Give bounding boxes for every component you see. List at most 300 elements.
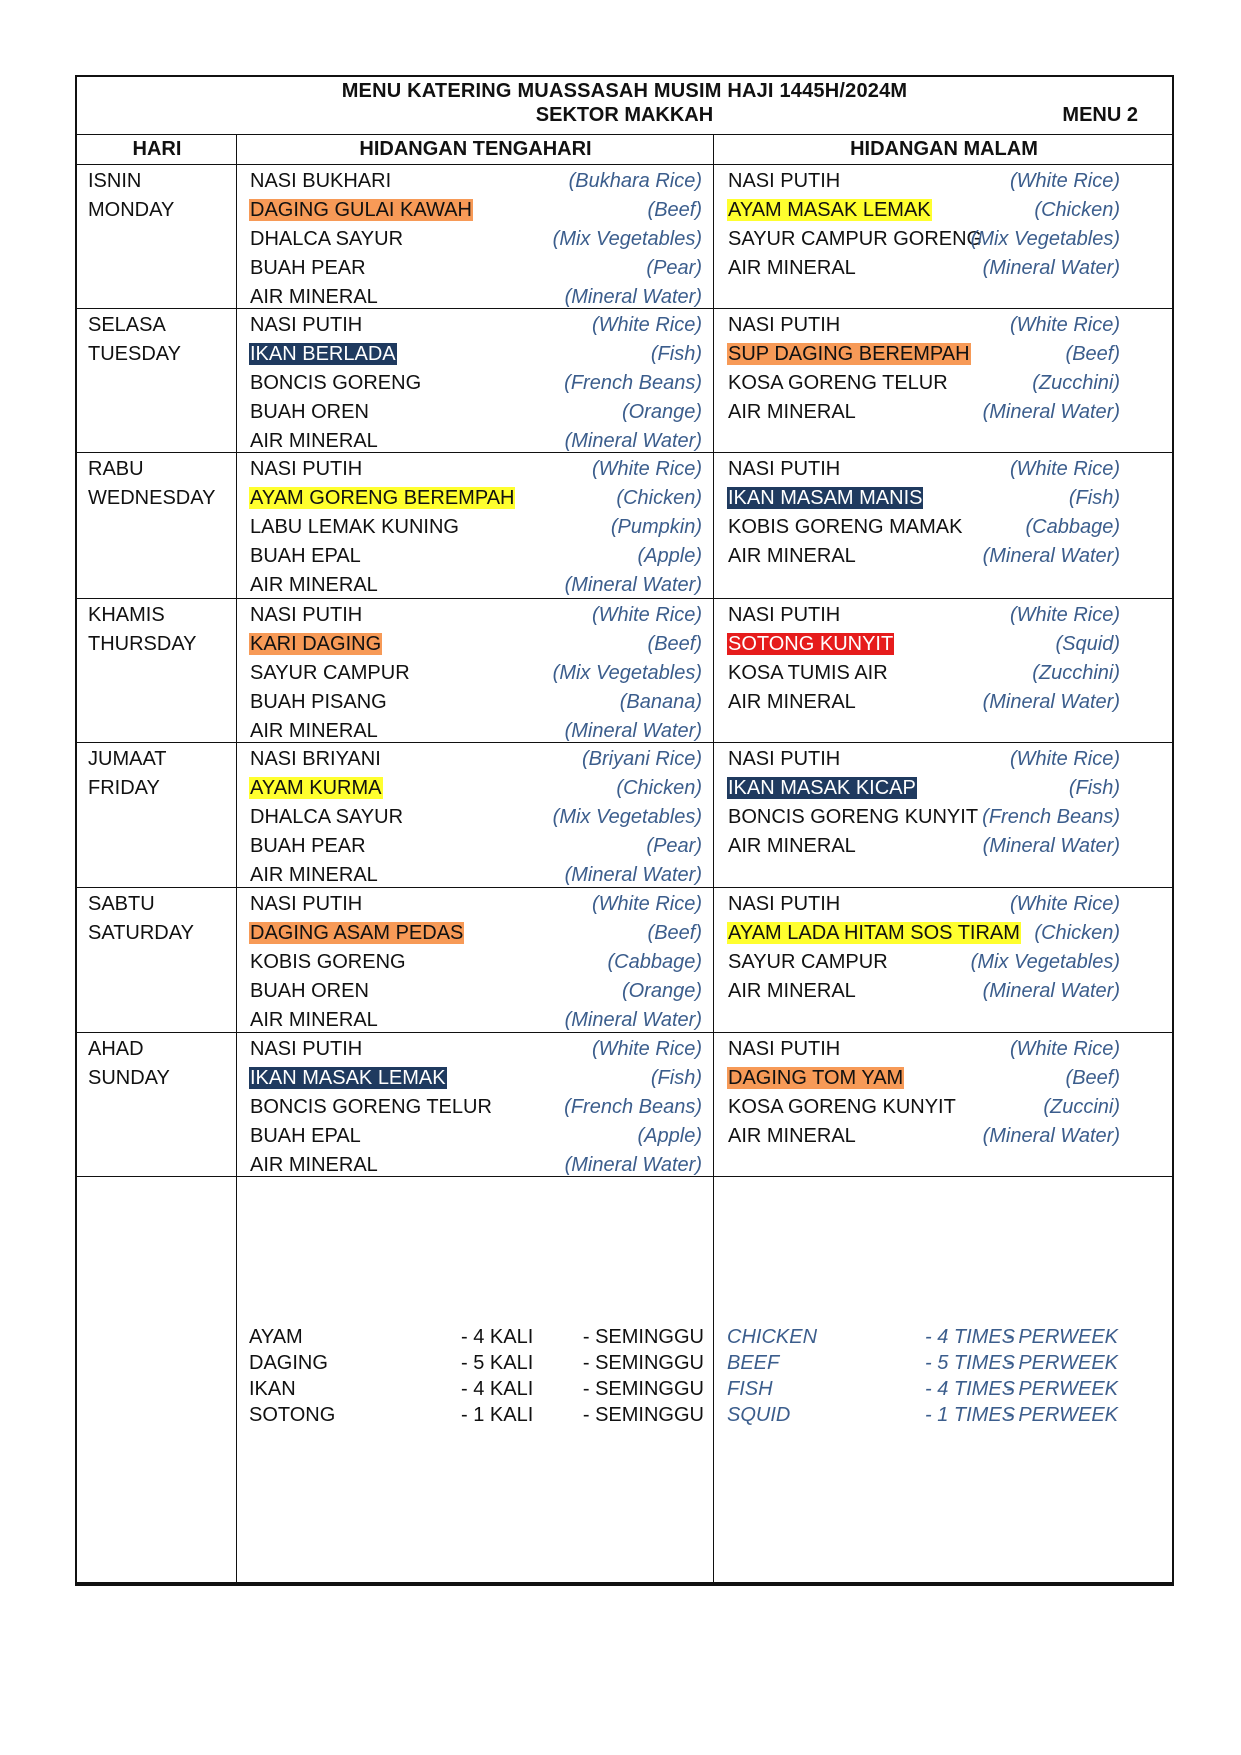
dish-english: (Chicken) bbox=[1034, 199, 1120, 221]
menu-item bbox=[727, 1064, 1120, 1093]
day-name-english: WEDNESDAY bbox=[88, 487, 216, 509]
dish-name-text: AIR MINERAL bbox=[250, 720, 378, 742]
day-name-malay: KHAMIS bbox=[88, 604, 165, 626]
dish-name bbox=[249, 832, 367, 861]
dish-name bbox=[249, 225, 404, 254]
dish-name-text: NASI PUTIH bbox=[728, 170, 841, 192]
dish-name bbox=[727, 254, 857, 283]
menu-item bbox=[727, 455, 1120, 484]
menu-item bbox=[727, 340, 1120, 369]
dish-english: (Beef) bbox=[1065, 343, 1120, 365]
dish-name bbox=[727, 484, 923, 513]
dish-english: (Briyani Rice) bbox=[581, 748, 702, 770]
dish-name bbox=[249, 659, 411, 688]
column-header-dinner: HIDANGAN MALAM bbox=[850, 138, 1038, 160]
dish-english: (Mix Vegetables) bbox=[970, 951, 1120, 973]
dish-english: (Beef) bbox=[647, 199, 702, 221]
menu-item bbox=[727, 1093, 1120, 1122]
dish-name-text: SAYUR CAMPUR GORENG bbox=[728, 228, 983, 250]
summary-item: CHICKEN bbox=[727, 1326, 818, 1348]
dish-name bbox=[249, 542, 362, 571]
dinner-menu-column bbox=[727, 890, 1120, 1006]
dish-name bbox=[727, 919, 1021, 948]
dish-name bbox=[249, 919, 464, 948]
dish-name-text: KOSA TUMIS AIR bbox=[728, 662, 888, 684]
summary-count: - 1 KALI bbox=[461, 1404, 534, 1426]
day-name bbox=[88, 890, 194, 948]
dish-name bbox=[249, 1006, 379, 1035]
dish-name bbox=[727, 803, 979, 832]
menu-item bbox=[727, 1122, 1120, 1151]
dish-name-text: SOTONG KUNYIT bbox=[728, 633, 894, 655]
dish-name-text: AIR MINERAL bbox=[250, 1154, 378, 1176]
summary-count: - 5 TIMES bbox=[925, 1352, 1016, 1374]
dish-name-text: BUAH EPAL bbox=[250, 1125, 361, 1147]
dish-name bbox=[249, 369, 422, 398]
dish-english: (Fish) bbox=[650, 1067, 702, 1089]
dish-name bbox=[727, 948, 889, 977]
dish-name-text: AIR MINERAL bbox=[250, 864, 378, 886]
dinner-menu-column bbox=[727, 745, 1120, 861]
dish-name-text: NASI BUKHARI bbox=[250, 170, 392, 192]
day-name-malay: AHAD bbox=[88, 1038, 144, 1060]
dish-english: (Squid) bbox=[1055, 633, 1120, 655]
dinner-menu-column bbox=[727, 601, 1120, 717]
summary-period: - SEMINGGU bbox=[582, 1378, 704, 1400]
menu-item bbox=[727, 977, 1120, 1006]
day-name bbox=[88, 167, 174, 225]
dish-english: (Beef) bbox=[1065, 1067, 1120, 1089]
dish-name bbox=[249, 803, 404, 832]
dish-name-text: NASI PUTIH bbox=[728, 893, 841, 915]
dish-english: (Fish) bbox=[1068, 487, 1120, 509]
menu-item bbox=[249, 688, 702, 717]
dish-name bbox=[249, 745, 382, 774]
dish-name-text: AYAM GORENG BEREMPAH bbox=[250, 487, 515, 509]
menu-item bbox=[249, 571, 702, 600]
title-block bbox=[77, 77, 1172, 135]
menu-item bbox=[727, 542, 1120, 571]
dish-name-text: NASI PUTIH bbox=[250, 458, 363, 480]
weekly-summary bbox=[77, 1296, 1172, 1584]
dish-name bbox=[249, 254, 367, 283]
dish-english: (White Rice) bbox=[1009, 458, 1120, 480]
menu-item bbox=[249, 513, 702, 542]
summary-count: - 4 KALI bbox=[461, 1378, 534, 1400]
dish-name bbox=[249, 977, 370, 1006]
dish-name-text: AYAM MASAK LEMAK bbox=[728, 199, 931, 221]
day-name-english: FRIDAY bbox=[88, 777, 160, 799]
summary-item: DAGING bbox=[249, 1352, 328, 1374]
menu-item bbox=[727, 919, 1120, 948]
dish-name-text: AIR MINERAL bbox=[250, 1009, 378, 1031]
menu-item bbox=[249, 427, 702, 456]
dish-name bbox=[727, 369, 949, 398]
dish-english: (Zucchini) bbox=[1032, 662, 1120, 684]
menu-item bbox=[727, 688, 1120, 717]
menu-item bbox=[727, 601, 1120, 630]
dish-name-text: KOSA GORENG KUNYIT bbox=[728, 1096, 956, 1118]
day-row bbox=[77, 309, 1172, 453]
lunch-menu-column bbox=[249, 167, 702, 312]
dish-name-text: AIR MINERAL bbox=[728, 1125, 856, 1147]
dish-name bbox=[249, 427, 379, 456]
dish-english: (White Rice) bbox=[591, 458, 702, 480]
menu-item bbox=[249, 745, 702, 774]
summary-row-english bbox=[727, 1401, 1122, 1430]
lunch-menu-column bbox=[249, 1035, 702, 1180]
dish-english: (White Rice) bbox=[591, 314, 702, 336]
dish-name bbox=[249, 340, 397, 369]
lunch-menu-column bbox=[249, 455, 702, 600]
menu-item bbox=[249, 311, 702, 340]
dish-english: (White Rice) bbox=[591, 604, 702, 626]
menu-item bbox=[249, 601, 702, 630]
lunch-menu-column bbox=[249, 311, 702, 456]
day-name bbox=[88, 1035, 170, 1093]
dish-english: (Pear) bbox=[646, 835, 702, 857]
summary-item: FISH bbox=[727, 1378, 773, 1400]
dish-english: (Pumpkin) bbox=[610, 516, 702, 538]
dish-english: (Zucchini) bbox=[1032, 372, 1120, 394]
dish-name-text: BONCIS GORENG bbox=[250, 372, 422, 394]
dish-english: (Apple) bbox=[637, 545, 702, 567]
dish-name bbox=[249, 774, 383, 803]
menu-item bbox=[249, 1064, 702, 1093]
document-title: MENU KATERING MUASSASAH MUSIM HAJI 1445H/2024M bbox=[341, 80, 908, 102]
dish-english: (White Rice) bbox=[591, 1038, 702, 1060]
dish-english: (French Beans) bbox=[982, 806, 1120, 828]
summary-count: - 5 KALI bbox=[461, 1352, 534, 1374]
dish-name-text: DAGING TOM YAM bbox=[728, 1067, 904, 1089]
summary-period: - SEMINGGU bbox=[582, 1326, 704, 1348]
menu-item bbox=[249, 890, 702, 919]
dinner-menu-column bbox=[727, 167, 1120, 283]
dish-english: (Mineral Water) bbox=[564, 1009, 702, 1031]
day-name-english: SATURDAY bbox=[88, 922, 194, 944]
menu-item bbox=[249, 484, 702, 513]
dish-english: (Mix Vegetables) bbox=[970, 228, 1120, 250]
summary-period: - PERWEEK bbox=[1006, 1352, 1118, 1374]
dish-name-text: DAGING GULAI KAWAH bbox=[250, 199, 472, 221]
dish-name-text: KOBIS GORENG MAMAK bbox=[728, 516, 963, 538]
day-name-malay: SABTU bbox=[88, 893, 155, 915]
dish-name-text: NASI PUTIH bbox=[728, 458, 841, 480]
dish-name bbox=[727, 340, 971, 369]
dish-name-text: BUAH PISANG bbox=[250, 691, 387, 713]
menu-item bbox=[249, 948, 702, 977]
dish-english: (Mineral Water) bbox=[564, 430, 702, 452]
dish-name bbox=[727, 1035, 841, 1064]
dish-name-text: BUAH EPAL bbox=[250, 545, 361, 567]
dish-english: (Apple) bbox=[637, 1125, 702, 1147]
menu-item bbox=[249, 659, 702, 688]
menu-item bbox=[727, 803, 1120, 832]
summary-count: - 4 TIMES bbox=[925, 1378, 1016, 1400]
dish-name-text: BONCIS GORENG TELUR bbox=[250, 1096, 492, 1118]
menu-item bbox=[249, 832, 702, 861]
menu-item bbox=[249, 630, 702, 659]
menu-item bbox=[249, 340, 702, 369]
dish-english: (Orange) bbox=[621, 401, 702, 423]
dish-english: (Chicken) bbox=[616, 487, 702, 509]
summary-item: BEEF bbox=[727, 1352, 780, 1374]
dish-english: (White Rice) bbox=[1009, 893, 1120, 915]
dish-name bbox=[727, 225, 983, 254]
menu-item bbox=[249, 1006, 702, 1035]
dish-name bbox=[727, 688, 857, 717]
dish-name-text: IKAN BERLADA bbox=[250, 343, 396, 365]
dish-name bbox=[727, 1093, 957, 1122]
dish-name-text: BUAH PEAR bbox=[250, 257, 366, 279]
dish-name bbox=[249, 398, 370, 427]
dish-english: (Mineral Water) bbox=[564, 574, 702, 596]
dish-name bbox=[249, 196, 473, 225]
summary-item: IKAN bbox=[249, 1378, 296, 1400]
dish-english: (Cabbage) bbox=[1025, 516, 1120, 538]
menu-item bbox=[727, 369, 1120, 398]
summary-item: SOTONG bbox=[249, 1404, 336, 1426]
day-row bbox=[77, 453, 1172, 599]
dish-name bbox=[249, 890, 363, 919]
dish-name-text: AIR MINERAL bbox=[728, 545, 856, 567]
dish-name-text: LABU LEMAK KUNING bbox=[250, 516, 459, 538]
dish-name-text: NASI PUTIH bbox=[728, 1038, 841, 1060]
day-name-malay: ISNIN bbox=[88, 170, 142, 192]
dish-name bbox=[249, 311, 363, 340]
dish-english: (Mineral Water) bbox=[564, 1154, 702, 1176]
menu-item bbox=[249, 225, 702, 254]
menu-item bbox=[249, 1093, 702, 1122]
dish-english: (Zuccini) bbox=[1043, 1096, 1120, 1118]
summary-item: AYAM bbox=[249, 1326, 303, 1348]
dish-name-text: DHALCA SAYUR bbox=[250, 806, 404, 828]
dish-name bbox=[727, 513, 963, 542]
dish-name-text: NASI PUTIH bbox=[250, 1038, 363, 1060]
menu-item bbox=[727, 513, 1120, 542]
dish-english: (White Rice) bbox=[1009, 1038, 1120, 1060]
dish-english: (Mineral Water) bbox=[564, 286, 702, 308]
lunch-menu-column bbox=[249, 745, 702, 890]
menu-item bbox=[249, 919, 702, 948]
menu-item bbox=[727, 254, 1120, 283]
day-name-malay: SELASA bbox=[88, 314, 166, 336]
dish-english: (Mineral Water) bbox=[982, 691, 1120, 713]
day-name-english: THURSDAY bbox=[88, 633, 197, 655]
column-header-row bbox=[77, 134, 1172, 165]
summary-count: - 4 TIMES bbox=[925, 1326, 1016, 1348]
menu-table bbox=[75, 75, 1174, 1586]
dish-name bbox=[249, 571, 379, 600]
menu-item bbox=[727, 745, 1120, 774]
dish-name bbox=[249, 1035, 363, 1064]
menu-item bbox=[727, 311, 1120, 340]
summary-count: - 4 KALI bbox=[461, 1326, 534, 1348]
dish-name bbox=[249, 688, 388, 717]
day-name-english: MONDAY bbox=[88, 199, 175, 221]
dish-name bbox=[727, 977, 857, 1006]
dinner-menu-column bbox=[727, 1035, 1120, 1151]
dish-name-text: AYAM LADA HITAM SOS TIRAM bbox=[728, 922, 1020, 944]
dish-name-text: BONCIS GORENG KUNYIT bbox=[728, 806, 979, 828]
dish-name-text: IKAN MASAK KICAP bbox=[728, 777, 916, 799]
day-row bbox=[77, 1033, 1172, 1177]
dish-name bbox=[727, 196, 932, 225]
menu-item bbox=[727, 948, 1120, 977]
dish-name bbox=[249, 1064, 447, 1093]
menu-item bbox=[727, 890, 1120, 919]
dish-name-text: AIR MINERAL bbox=[250, 574, 378, 596]
menu-item bbox=[727, 167, 1120, 196]
day-name bbox=[88, 745, 167, 803]
menu-item bbox=[249, 861, 702, 890]
menu-number: MENU 2 bbox=[1062, 104, 1138, 126]
dish-name bbox=[249, 601, 363, 630]
menu-item bbox=[727, 225, 1120, 254]
day-name-english: TUESDAY bbox=[88, 343, 181, 365]
dish-name bbox=[727, 659, 889, 688]
menu-item bbox=[249, 803, 702, 832]
summary-period: - SEMINGGU bbox=[582, 1352, 704, 1374]
menu-item bbox=[249, 254, 702, 283]
dish-name bbox=[249, 167, 392, 196]
dish-name bbox=[249, 717, 379, 746]
dish-name-text: AIR MINERAL bbox=[728, 691, 856, 713]
summary-count: - 1 TIMES bbox=[925, 1404, 1016, 1426]
day-row bbox=[77, 165, 1172, 309]
dish-name-text: KARI DAGING bbox=[250, 633, 382, 655]
dish-english: (Orange) bbox=[621, 980, 702, 1002]
dish-english: (Mineral Water) bbox=[982, 1125, 1120, 1147]
lunch-menu-column bbox=[249, 601, 702, 746]
dish-name-text: IKAN MASAK LEMAK bbox=[250, 1067, 446, 1089]
dish-english: (Mineral Water) bbox=[564, 720, 702, 742]
menu-item bbox=[727, 630, 1120, 659]
summary-row-malay bbox=[249, 1323, 704, 1352]
dish-name bbox=[727, 745, 841, 774]
summary-period: - PERWEEK bbox=[1006, 1378, 1118, 1400]
dish-english: (Cabbage) bbox=[607, 951, 702, 973]
dish-name bbox=[727, 311, 841, 340]
dish-name-text: AIR MINERAL bbox=[728, 257, 856, 279]
menu-item bbox=[249, 1035, 702, 1064]
dish-english: (Beef) bbox=[647, 922, 702, 944]
menu-item bbox=[727, 398, 1120, 427]
dish-name-text: KOSA GORENG TELUR bbox=[728, 372, 948, 394]
day-name bbox=[88, 455, 215, 513]
menu-item bbox=[727, 196, 1120, 225]
dish-name-text: AIR MINERAL bbox=[728, 401, 856, 423]
summary-period: - PERWEEK bbox=[1006, 1404, 1118, 1426]
menu-item bbox=[249, 1122, 702, 1151]
dish-english: (Mineral Water) bbox=[982, 980, 1120, 1002]
dish-name bbox=[727, 542, 857, 571]
dish-name-text: NASI PUTIH bbox=[728, 604, 841, 626]
dinner-menu-column bbox=[727, 311, 1120, 427]
menu-item bbox=[727, 832, 1120, 861]
dish-name-text: SUP DAGING BEREMPAH bbox=[728, 343, 970, 365]
dish-english: (French Beans) bbox=[564, 372, 702, 394]
dish-name bbox=[727, 167, 841, 196]
day-name-english: SUNDAY bbox=[88, 1067, 170, 1089]
menu-item bbox=[727, 774, 1120, 803]
dish-english: (Beef) bbox=[647, 633, 702, 655]
dish-name-text: AYAM KURMA bbox=[250, 777, 382, 799]
dish-name bbox=[727, 601, 841, 630]
dish-english: (Mix Vegetables) bbox=[552, 662, 702, 684]
day-row bbox=[77, 743, 1172, 888]
column-header-lunch: HIDANGAN TENGAHARI bbox=[359, 138, 592, 160]
dish-english: (White Rice) bbox=[1009, 314, 1120, 336]
menu-item bbox=[727, 1035, 1120, 1064]
dish-name bbox=[727, 630, 894, 659]
dish-name bbox=[249, 1151, 379, 1180]
dish-english: (Chicken) bbox=[1034, 922, 1120, 944]
menu-item bbox=[727, 484, 1120, 513]
summary-period: - PERWEEK bbox=[1006, 1326, 1118, 1348]
dish-name bbox=[249, 861, 379, 890]
dish-english: (Pear) bbox=[646, 257, 702, 279]
dish-name bbox=[249, 484, 515, 513]
summary-row-english bbox=[727, 1375, 1122, 1404]
summary-row-english bbox=[727, 1349, 1122, 1378]
menu-item bbox=[249, 283, 702, 312]
dish-name bbox=[249, 1122, 362, 1151]
dish-name-text: AIR MINERAL bbox=[250, 430, 378, 452]
dish-english: (White Rice) bbox=[591, 893, 702, 915]
dish-name bbox=[249, 630, 382, 659]
summary-item: SQUID bbox=[727, 1404, 791, 1426]
dish-name-text: AIR MINERAL bbox=[728, 980, 856, 1002]
dish-english: (Mineral Water) bbox=[982, 545, 1120, 567]
dish-name bbox=[249, 455, 363, 484]
dish-name-text: DAGING ASAM PEDAS bbox=[250, 922, 464, 944]
menu-item bbox=[249, 717, 702, 746]
day-name bbox=[88, 601, 197, 659]
dish-name-text: NASI PUTIH bbox=[728, 314, 841, 336]
dish-name-text: NASI PUTIH bbox=[250, 314, 363, 336]
dish-english: (White Rice) bbox=[1009, 604, 1120, 626]
sector-label: SEKTOR MAKKAH bbox=[535, 104, 714, 126]
dish-english: (French Beans) bbox=[564, 1096, 702, 1118]
dish-name-text: BUAH OREN bbox=[250, 401, 369, 423]
lunch-menu-column bbox=[249, 890, 702, 1035]
dish-name bbox=[727, 455, 841, 484]
dish-name-text: BUAH OREN bbox=[250, 980, 369, 1002]
day-name-malay: RABU bbox=[88, 458, 144, 480]
menu-item bbox=[249, 398, 702, 427]
dish-name-text: AIR MINERAL bbox=[728, 835, 856, 857]
dish-english: (Mineral Water) bbox=[982, 835, 1120, 857]
dish-name-text: KOBIS GORENG bbox=[250, 951, 406, 973]
summary-row-malay bbox=[249, 1375, 704, 1404]
dish-english: (Fish) bbox=[1068, 777, 1120, 799]
dish-english: (Mix Vegetables) bbox=[552, 228, 702, 250]
dish-name bbox=[249, 1093, 493, 1122]
menu-item bbox=[249, 774, 702, 803]
dish-english: (Chicken) bbox=[616, 777, 702, 799]
menu-item bbox=[249, 1151, 702, 1180]
dish-english: (Fish) bbox=[650, 343, 702, 365]
dish-name bbox=[249, 283, 379, 312]
day-row bbox=[77, 888, 1172, 1033]
dish-name-text: NASI PUTIH bbox=[728, 748, 841, 770]
dish-name-text: NASI BRIYANI bbox=[250, 748, 381, 770]
summary-period: - SEMINGGU bbox=[582, 1404, 704, 1426]
menu-item bbox=[249, 369, 702, 398]
dish-name bbox=[249, 948, 407, 977]
menu-item bbox=[249, 542, 702, 571]
